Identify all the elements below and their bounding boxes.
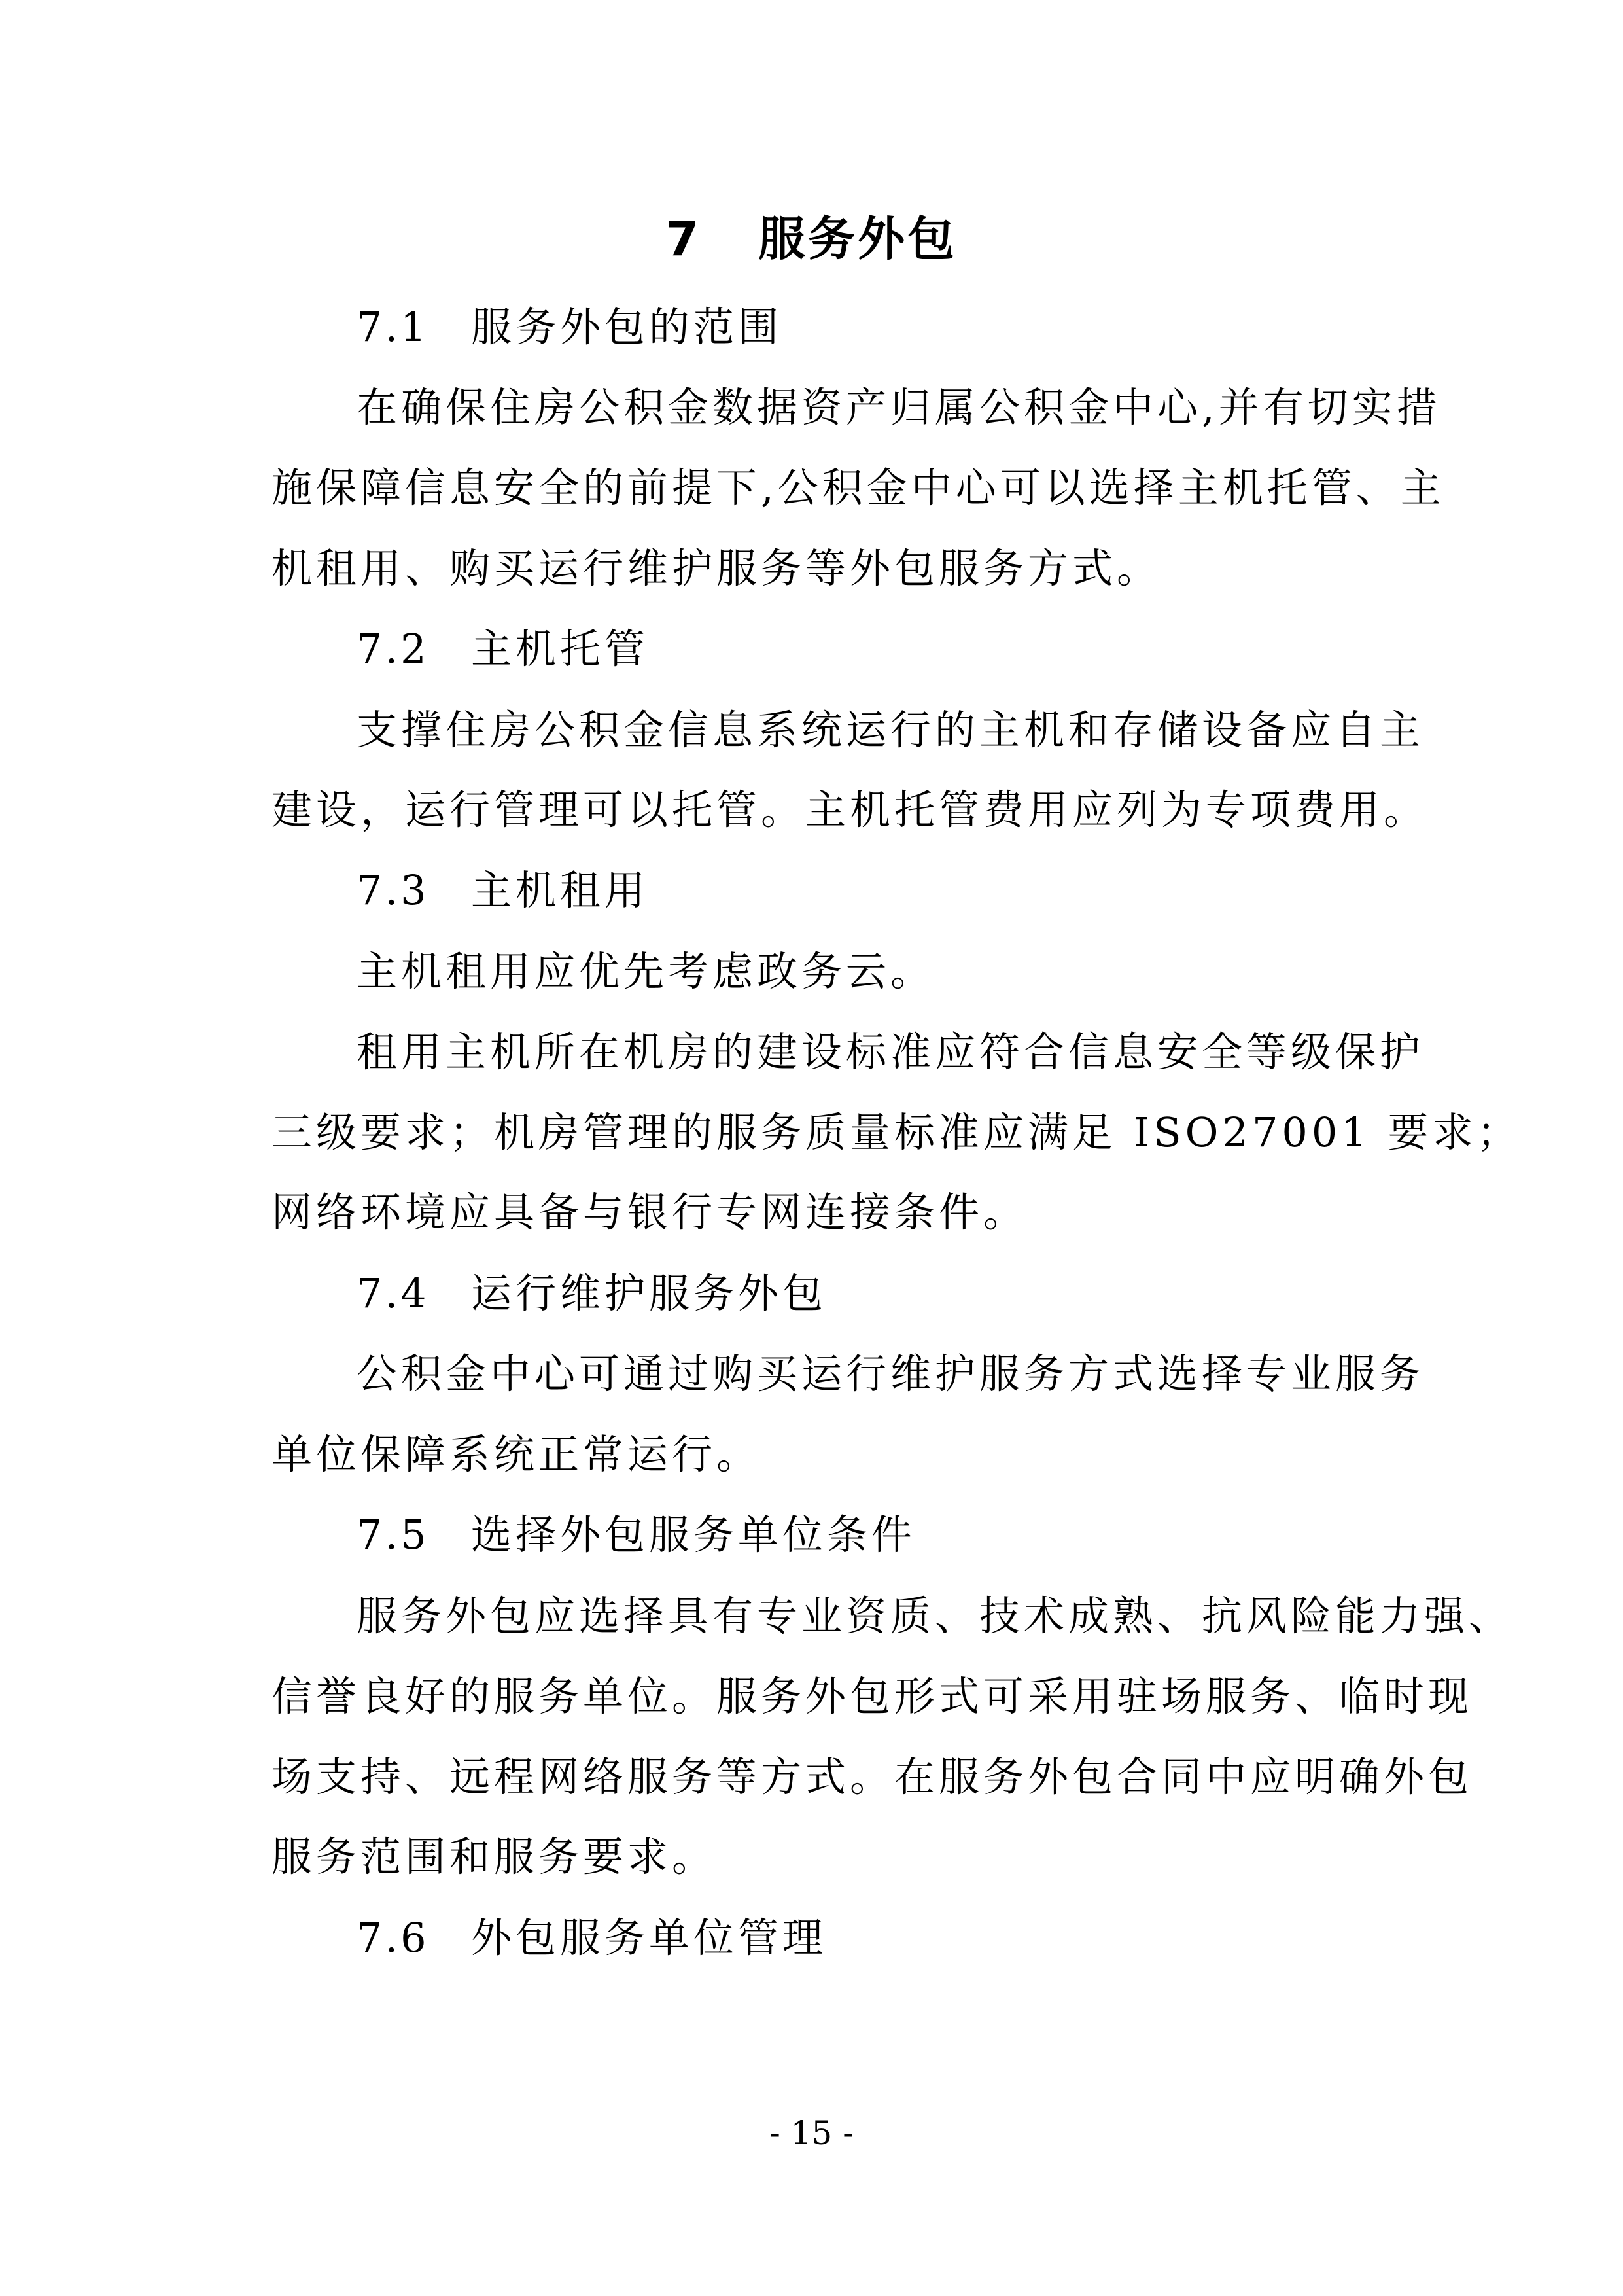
section-heading-7-3 xyxy=(357,864,649,917)
section-heading-7-5 xyxy=(357,1509,916,1561)
section-heading-7-1 xyxy=(357,301,782,353)
paragraph-line: 支撑住房公积金信息系统运行的主机和存储设备应自主 xyxy=(357,706,1425,754)
paragraph-line: 在确保住房公积金数据资产归属公积金中心,并有切实措 xyxy=(357,383,1441,431)
section-title: 主机托管 xyxy=(471,625,650,673)
page-number: - 15 - xyxy=(769,2114,854,2152)
paragraph-line: 主机租用应优先考虑政务云。 xyxy=(357,947,935,995)
section-heading-7-6 xyxy=(357,1912,827,1964)
section-number: 7.6 xyxy=(357,1914,429,1962)
section-number: 7.1 xyxy=(357,303,429,351)
section-number: 7.4 xyxy=(357,1269,429,1317)
paragraph-line: 机租用、购买运行维护服务等外包服务方式。 xyxy=(271,544,1162,592)
paragraph-line: 服务范围和服务要求。 xyxy=(271,1833,717,1881)
section-heading-7-4 xyxy=(357,1267,827,1320)
paragraph-line: 场支持、远程网络服务等方式。在服务外包合同中应明确外包 xyxy=(271,1753,1473,1801)
paragraph-line: 施保障信息安全的前提下,公积金中心可以选择主机托管、主 xyxy=(271,464,1445,512)
paragraph-line: 租用主机所在机房的建设标准应符合信息安全等级保护 xyxy=(357,1028,1425,1076)
section-title: 运行维护服务外包 xyxy=(471,1269,828,1317)
paragraph-line: 信誉良好的服务单位。服务外包形式可采用驻场服务、临时现 xyxy=(271,1672,1473,1720)
paragraph-line: 单位保障系统正常运行。 xyxy=(271,1430,761,1478)
section-heading-7-2 xyxy=(357,623,649,675)
section-title: 服务外包的范围 xyxy=(471,303,783,351)
section-title: 主机租用 xyxy=(471,866,650,914)
section-title: 外包服务单位管理 xyxy=(471,1914,828,1962)
paragraph-line: 三级要求；机房管理的服务质量标准应满足 ISO27001 要求； xyxy=(271,1108,1522,1156)
section-title: 选择外包服务单位条件 xyxy=(471,1511,916,1559)
chapter-title: 7 服务外包 xyxy=(665,211,958,266)
paragraph-line: 建设，运行管理可以托管。主机托管费用应列为专项费用。 xyxy=(271,786,1429,834)
section-number: 7.3 xyxy=(357,866,429,914)
paragraph-line: 网络环境应具备与银行专网连接条件。 xyxy=(271,1188,1028,1236)
section-number: 7.2 xyxy=(357,625,429,673)
section-number: 7.5 xyxy=(357,1511,429,1559)
paragraph-line: 服务外包应选择具有专业资质、技术成熟、抗风险能力强、 xyxy=(357,1592,1514,1640)
paragraph-line: 公积金中心可通过购买运行维护服务方式选择专业服务 xyxy=(357,1350,1425,1398)
